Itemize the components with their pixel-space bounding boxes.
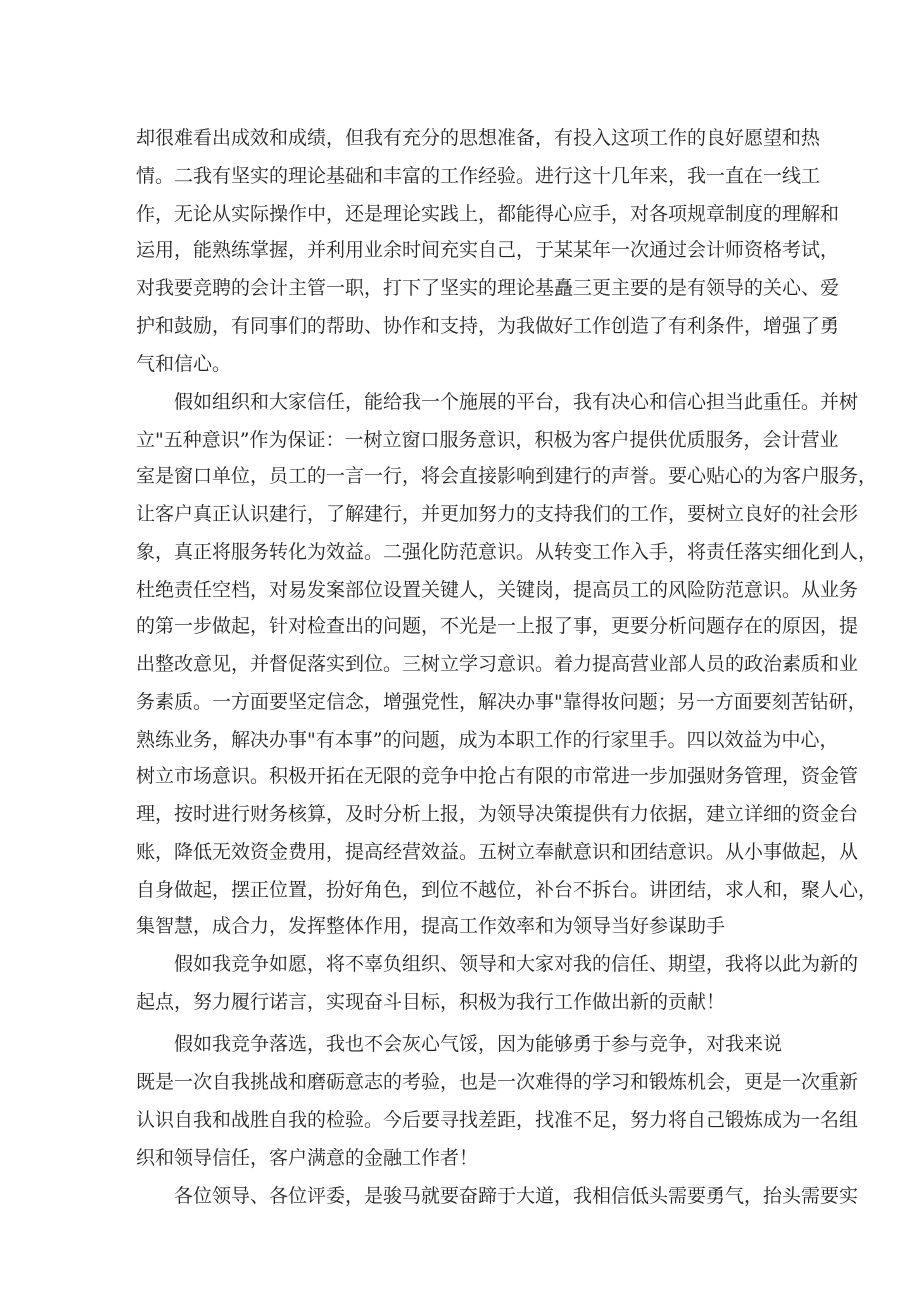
- text-line: 立"五种意识”作为保证：一树立窗口服务意识，积极为客户提供优质服务，会计营业: [136, 429, 839, 451]
- text-line: 务素质。一方面要坚定信念，增强党性，解决办事"靠得妆问题；另一方面要刻苦钻研，: [136, 691, 867, 713]
- text-line: 室是窗口单位，员工的一言一行，将会直接影响到建行的声誉。要心贴心的为客户服务，: [136, 465, 878, 487]
- text-line: 让客户真正认识建行，了解建行，并更加努力的支持我们的工作，要树立良好的社会形: [136, 503, 859, 525]
- text-line: 集智慧，成合力，发挥整体作用，提高工作效率和为领导当好参谋助手: [136, 915, 726, 937]
- text-line: 护和鼓励，有同事们的帮助、协作和支持，为我做好工作创造了有利条件，增强了勇: [136, 315, 840, 337]
- text-line: 自身做起，摆正位置，扮好角色，到位不越位，补台不拆台。讲团结，求人和，聚人心，: [136, 879, 878, 901]
- text-line: 各位领导、各位评委，是骏马就要奋蹄于大道，我相信低头需要勇气，抬头需要实: [174, 1185, 859, 1207]
- text-line: 假如我竞争如愿，将不辜负组织、领导和大家对我的信任、期望，我将以此为新的: [174, 953, 859, 975]
- text-line: 情。二我有坚实的理论基础和丰富的工作经验。进行这十几年来，我一直在一线工: [136, 165, 821, 187]
- text-line: 运用，能熟练掌握，并利用业余时间充实自己，于某某年一次通过会计师资格考试，: [136, 239, 840, 261]
- text-line: 起点，努力履行诺言，实现奋斗目标，积极为我行工作做出新的贡献！: [136, 991, 726, 1013]
- text-line: 象，真正将服务转化为效益。二强化防范意识。从转变工作入手，将责任落实细化到人，: [136, 541, 878, 563]
- text-line: 账，降低无效资金费用，提高经营效益。五树立奉献意识和团结意识。从小事做起，从: [136, 841, 859, 863]
- text-line: 理，按时进行财务核算，及时分析上报，为领导决策提供有力依据，建立详细的资金台: [136, 803, 859, 825]
- text-line: 却很难看出成效和成绩，但我有充分的思想准备，有投入这项工作的良好愿望和热: [136, 127, 821, 149]
- text-line: 出整改意见，并督促落实到位。三树立学习意识。着力提高营业部人员的政治素质和业: [136, 653, 859, 675]
- text-line: 织和领导信任，客户满意的金融工作者！: [136, 1147, 479, 1169]
- text-line: 认识自我和战胜自我的检验。今后要寻找差距，找准不足，努力将自己锻炼成为一名组: [136, 1109, 859, 1131]
- text-line: 杜绝责任空档，对易发案部位设置关键人，关键岗，提高员工的风险防范意识。从业务: [136, 579, 859, 601]
- text-line: 的第一步做起，针对检查出的问题，不光是一上报了事，更要分析问题存在的原因，提: [136, 615, 859, 637]
- text-line: 假如组织和大家信任，能给我一个施展的平台，我有决心和信心担当此重任。并树: [174, 391, 859, 413]
- text-line: 熟练业务，解决办事"有本事”的问题，成为本职工作的行家里手。四以效益为中心，: [136, 729, 839, 751]
- text-line: 既是一次自我挑战和磨砺意志的考验，也是一次难得的学习和锻炼机会，更是一次重新: [136, 1071, 859, 1093]
- text-line: 作，无论从实际操作中，还是理论实践上，都能得心应手，对各项规章制度的理解和: [136, 203, 840, 225]
- text-line: 对我要竞聘的会计主管一职，打下了坚实的理论基矗三更主要的是有领导的关心、爱: [136, 277, 840, 299]
- text-line: 树立市场意识。积极开拓在无限的竞争中抢占有限的市常进一步加强财务管理，资金管: [136, 765, 859, 787]
- text-line: 假如我竞争落选，我也不会灰心气馁，因为能够勇于参与竞争，对我来说: [174, 1033, 783, 1055]
- text-line: 气和信心。: [136, 353, 232, 375]
